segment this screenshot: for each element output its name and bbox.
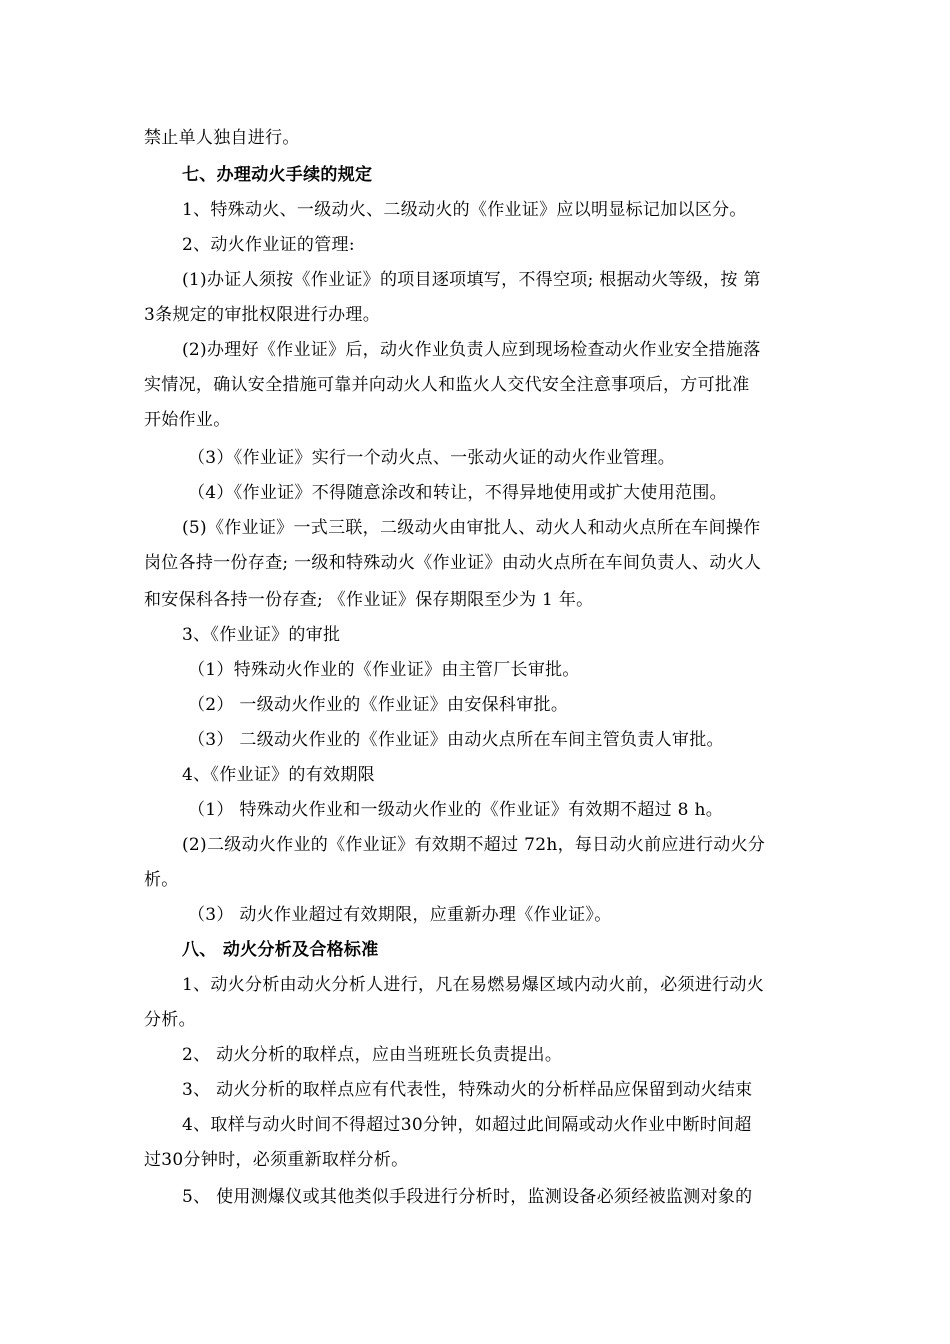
text-line: 5、 使用测爆仪或其他类似手段进行分析时，监测设备必须经被监测对象的 bbox=[182, 1187, 753, 1207]
text-line: (2)二级动火作业的《作业证》有效期不超过 72h，每日动火前应进行动火分 bbox=[182, 835, 766, 855]
text-line: (2)办理好《作业证》后，动火作业负责人应到现场检查动火作业安全措施落 bbox=[182, 340, 761, 360]
text-line: 岗位各持一份存查; 一级和特殊动火《作业证》由动火点所在车间负责人、动火人 bbox=[144, 553, 762, 573]
section-heading-8: 八、 动火分析及合格标准 bbox=[182, 940, 379, 960]
text-line: 4、《作业证》的有效期限 bbox=[182, 765, 375, 785]
text-line: 实情况，确认安全措施可靠并向动火人和监火人交代安全注意事项后，方可批准 bbox=[144, 375, 750, 395]
text-line: 4、取样与动火时间不得超过30分钟，如超过此间隔或动火作业中断时间超 bbox=[182, 1115, 752, 1135]
text-line: （4）《作业证》不得随意涂改和转让，不得异地使用或扩大使用范围。 bbox=[188, 483, 727, 503]
text-line: 开始作业。 bbox=[144, 410, 231, 430]
text-line: 3、 动火分析的取样点应有代表性，特殊动火的分析样品应保留到动火结束 bbox=[182, 1080, 753, 1100]
text-line: (1)办证人须按《作业证》的项目逐项填写，不得空项; 根据动火等级，按 第 bbox=[182, 270, 761, 290]
text-line: 析。 bbox=[144, 870, 179, 890]
text-line: （3） 二级动火作业的《作业证》由动火点所在车间主管负责人审批。 bbox=[188, 730, 724, 750]
text-line: 2、动火作业证的管理: bbox=[182, 235, 355, 255]
text-line: 1、动火分析由动火分析人进行，凡在易燃易爆区域内动火前，必须进行动火 bbox=[182, 975, 765, 995]
text-line: (5)《作业证》一式三联，二级动火由审批人、动火人和动火点所在车间操作 bbox=[182, 518, 761, 538]
text-line: （1） 特殊动火作业和一级动火作业的《作业证》有效期不超过 8 h。 bbox=[188, 800, 723, 820]
section-heading-7: 七、办理动火手续的规定 bbox=[182, 165, 373, 185]
text-line: （1）特殊动火作业的《作业证》由主管厂长审批。 bbox=[188, 660, 580, 680]
text-line: 和安保科各持一份存查; 《作业证》保存期限至少为 1 年。 bbox=[144, 590, 594, 610]
text-line: （3）《作业证》实行一个动火点、一张动火证的动火作业管理。 bbox=[188, 448, 676, 468]
text-line: 禁止单人独自进行。 bbox=[144, 128, 300, 148]
text-line: 1、特殊动火、一级动火、二级动火的《作业证》应以明显标记加以区分。 bbox=[182, 200, 747, 220]
text-line: 2、 动火分析的取样点，应由当班班长负责提出。 bbox=[182, 1045, 563, 1065]
text-line: 3、《作业证》的审批 bbox=[182, 625, 341, 645]
text-line: 3条规定的审批权限进行办理。 bbox=[144, 305, 381, 325]
text-line: （2） 一级动火作业的《作业证》由安保科审批。 bbox=[188, 695, 569, 715]
text-line: （3） 动火作业超过有效期限，应重新办理《作业证》。 bbox=[188, 905, 612, 925]
text-line: 分析。 bbox=[144, 1010, 196, 1030]
text-line: 过30分钟时，必须重新取样分析。 bbox=[144, 1150, 409, 1170]
